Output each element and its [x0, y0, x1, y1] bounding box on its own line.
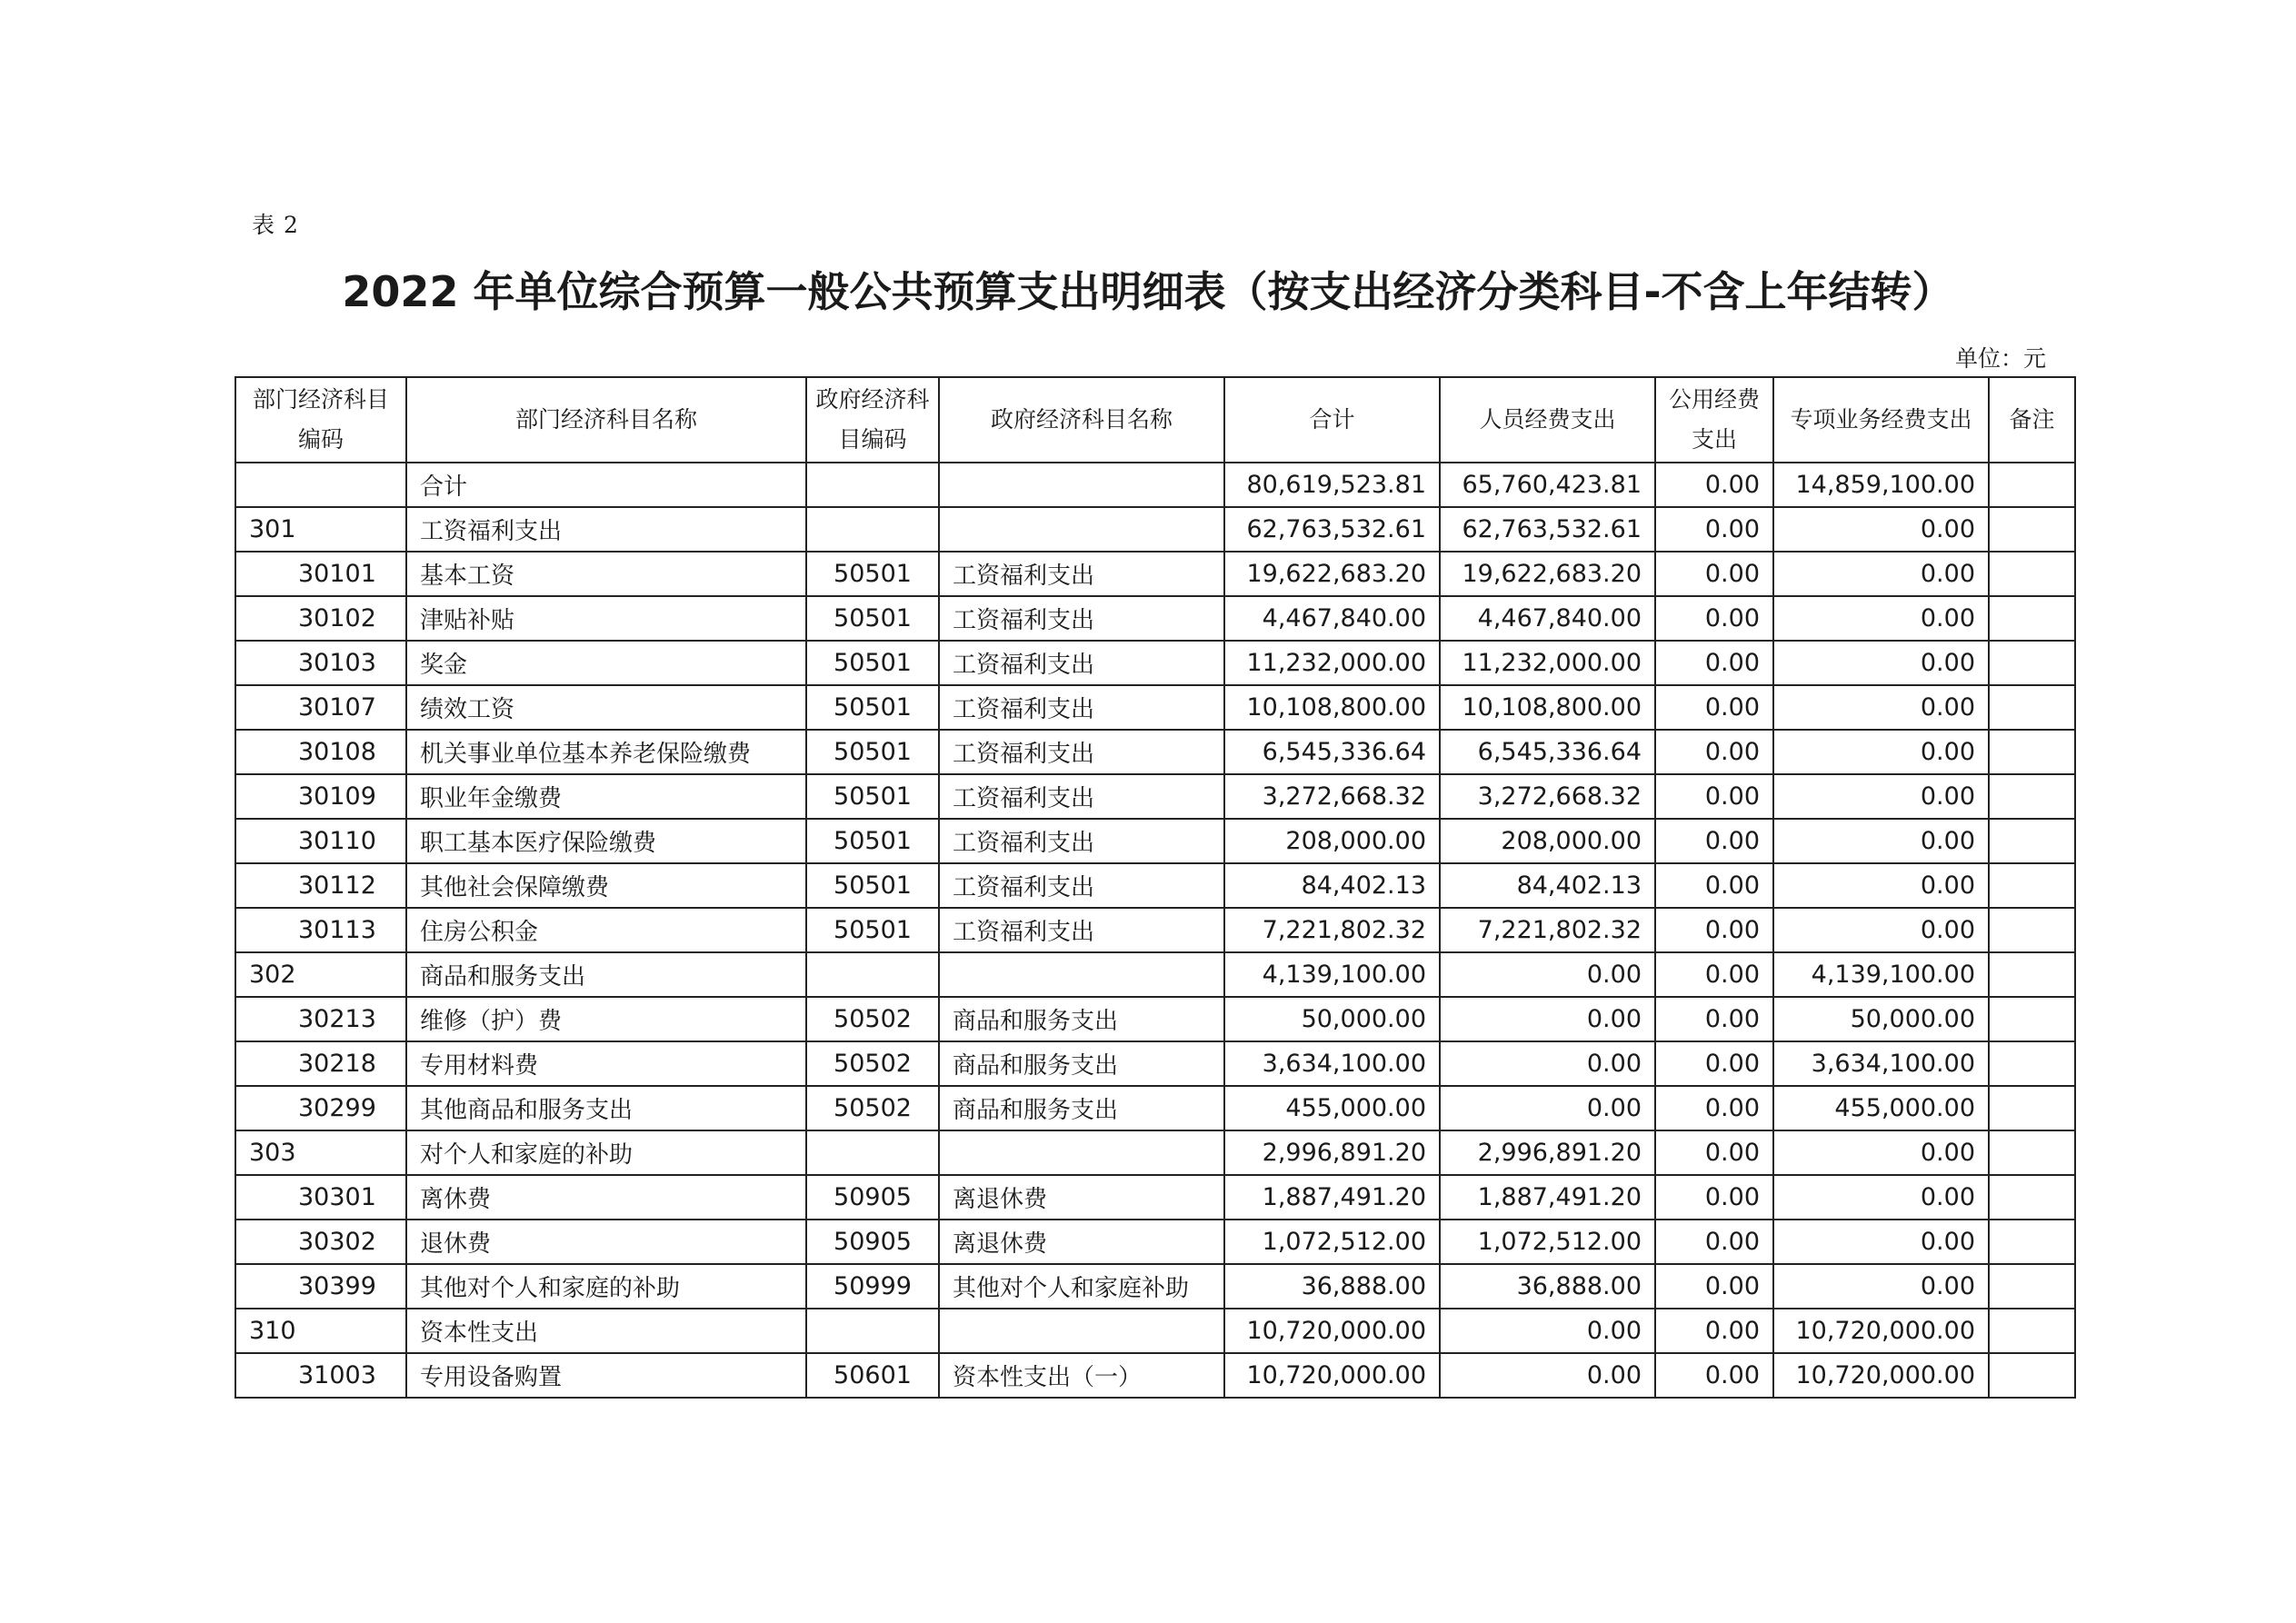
cell-dept-code: 30301 [235, 1175, 406, 1220]
cell-personnel: 11,232,000.00 [1440, 641, 1655, 685]
cell-dept-code: 301 [235, 507, 406, 552]
cell-gov-code: 50501 [806, 596, 939, 641]
cell-gov-code: 50501 [806, 819, 939, 863]
cell-personnel: 0.00 [1440, 1086, 1655, 1130]
cell-gov-code: 50501 [806, 685, 939, 730]
header-special: 专项业务经费支出 [1773, 377, 1989, 463]
cell-remark [1989, 863, 2075, 908]
cell-gov-name: 其他对个人和家庭补助 [939, 1264, 1224, 1309]
cell-gov-code: 50501 [806, 730, 939, 774]
cell-total: 6,545,336.64 [1224, 730, 1440, 774]
cell-gov-code [806, 1130, 939, 1175]
table-row [235, 997, 2075, 1041]
cell-remark [1989, 685, 2075, 730]
cell-dept-code: 30103 [235, 641, 406, 685]
cell-special: 50,000.00 [1773, 997, 1989, 1041]
cell-special: 0.00 [1773, 1130, 1989, 1175]
cell-special: 0.00 [1773, 685, 1989, 730]
cell-gov-name [939, 463, 1224, 507]
cell-gov-name: 工资福利支出 [939, 552, 1224, 596]
cell-personnel: 62,763,532.61 [1440, 507, 1655, 552]
cell-public: 0.00 [1655, 952, 1773, 997]
cell-gov-code: 50502 [806, 997, 939, 1041]
cell-dept-code: 302 [235, 952, 406, 997]
cell-remark [1989, 819, 2075, 863]
cell-total: 1,887,491.20 [1224, 1175, 1440, 1220]
cell-public: 0.00 [1655, 685, 1773, 730]
cell-gov-code: 50905 [806, 1175, 939, 1220]
cell-total: 4,467,840.00 [1224, 596, 1440, 641]
cell-gov-code: 50501 [806, 863, 939, 908]
cell-personnel: 2,996,891.20 [1440, 1130, 1655, 1175]
cell-dept-name: 工资福利支出 [406, 507, 806, 552]
cell-total: 1,072,512.00 [1224, 1220, 1440, 1264]
cell-dept-name: 基本工资 [406, 552, 806, 596]
cell-dept-name: 住房公积金 [406, 908, 806, 952]
cell-gov-name: 离退休费 [939, 1220, 1224, 1264]
cell-public: 0.00 [1655, 1041, 1773, 1086]
table-row [235, 819, 2075, 863]
cell-gov-code: 50501 [806, 908, 939, 952]
table-row [235, 596, 2075, 641]
table-row [235, 1353, 2075, 1398]
cell-dept-name: 其他社会保障缴费 [406, 863, 806, 908]
cell-gov-code: 50601 [806, 1353, 939, 1398]
cell-gov-name: 工资福利支出 [939, 774, 1224, 819]
cell-gov-code: 50905 [806, 1220, 939, 1264]
cell-public: 0.00 [1655, 730, 1773, 774]
cell-remark [1989, 1353, 2075, 1398]
cell-public: 0.00 [1655, 1353, 1773, 1398]
cell-total: 3,272,668.32 [1224, 774, 1440, 819]
cell-total: 4,139,100.00 [1224, 952, 1440, 997]
cell-gov-name: 工资福利支出 [939, 819, 1224, 863]
unit-label: 单位：元 [1954, 345, 2046, 372]
cell-gov-code: 50999 [806, 1264, 939, 1309]
cell-dept-code: 30112 [235, 863, 406, 908]
cell-public: 0.00 [1655, 1220, 1773, 1264]
cell-public: 0.00 [1655, 1175, 1773, 1220]
cell-remark [1989, 1041, 2075, 1086]
cell-gov-name: 工资福利支出 [939, 730, 1224, 774]
header-total: 合计 [1224, 377, 1440, 463]
cell-public: 0.00 [1655, 507, 1773, 552]
cell-gov-name [939, 1130, 1224, 1175]
table-row [235, 1041, 2075, 1086]
cell-dept-code: 30102 [235, 596, 406, 641]
cell-remark [1989, 507, 2075, 552]
cell-gov-code: 50501 [806, 552, 939, 596]
cell-dept-code: 30399 [235, 1264, 406, 1309]
cell-dept-name: 其他商品和服务支出 [406, 1086, 806, 1130]
cell-public: 0.00 [1655, 908, 1773, 952]
cell-dept-code: 310 [235, 1309, 406, 1353]
cell-total: 84,402.13 [1224, 863, 1440, 908]
cell-dept-code: 30218 [235, 1041, 406, 1086]
cell-gov-name: 工资福利支出 [939, 596, 1224, 641]
cell-remark [1989, 641, 2075, 685]
cell-special: 0.00 [1773, 1264, 1989, 1309]
cell-personnel: 84,402.13 [1440, 863, 1655, 908]
table-row [235, 463, 2075, 507]
cell-total: 7,221,802.32 [1224, 908, 1440, 952]
cell-remark [1989, 997, 2075, 1041]
cell-dept-code [235, 463, 406, 507]
cell-special: 0.00 [1773, 730, 1989, 774]
cell-personnel: 0.00 [1440, 1353, 1655, 1398]
cell-remark [1989, 952, 2075, 997]
cell-remark [1989, 1220, 2075, 1264]
header-gov-code: 政府经济科目编码 [806, 377, 939, 463]
header-personnel: 人员经费支出 [1440, 377, 1655, 463]
cell-gov-name: 资本性支出（一） [939, 1353, 1224, 1398]
table-row [235, 1086, 2075, 1130]
cell-dept-code: 30108 [235, 730, 406, 774]
header-row [235, 377, 2075, 463]
header-public: 公用经费支出 [1655, 377, 1773, 463]
cell-public: 0.00 [1655, 819, 1773, 863]
cell-personnel: 1,072,512.00 [1440, 1220, 1655, 1264]
cell-gov-code [806, 463, 939, 507]
cell-public: 0.00 [1655, 1309, 1773, 1353]
cell-dept-code: 30109 [235, 774, 406, 819]
cell-personnel: 0.00 [1440, 952, 1655, 997]
table-row [235, 1220, 2075, 1264]
header-dept-code: 部门经济科目编码 [235, 377, 406, 463]
cell-total: 10,720,000.00 [1224, 1353, 1440, 1398]
table-label: 表 2 [252, 212, 299, 238]
cell-dept-code: 30213 [235, 997, 406, 1041]
cell-dept-code: 30110 [235, 819, 406, 863]
cell-remark [1989, 1175, 2075, 1220]
cell-special: 0.00 [1773, 641, 1989, 685]
header-remark: 备注 [1989, 377, 2075, 463]
cell-gov-name: 商品和服务支出 [939, 1086, 1224, 1130]
cell-dept-name: 机关事业单位基本养老保险缴费 [406, 730, 806, 774]
cell-remark [1989, 1264, 2075, 1309]
cell-dept-name: 对个人和家庭的补助 [406, 1130, 806, 1175]
cell-total: 62,763,532.61 [1224, 507, 1440, 552]
cell-gov-code [806, 1309, 939, 1353]
cell-personnel: 4,467,840.00 [1440, 596, 1655, 641]
cell-gov-name: 商品和服务支出 [939, 1041, 1224, 1086]
header-gov-name: 政府经济科目名称 [939, 377, 1224, 463]
table-row [235, 507, 2075, 552]
cell-dept-name: 职业年金缴费 [406, 774, 806, 819]
table-row [235, 552, 2075, 596]
cell-gov-name [939, 507, 1224, 552]
cell-remark [1989, 1130, 2075, 1175]
cell-public: 0.00 [1655, 863, 1773, 908]
cell-total: 208,000.00 [1224, 819, 1440, 863]
cell-public: 0.00 [1655, 1264, 1773, 1309]
cell-special: 0.00 [1773, 908, 1989, 952]
cell-personnel: 0.00 [1440, 1041, 1655, 1086]
cell-special: 0.00 [1773, 1220, 1989, 1264]
cell-public: 0.00 [1655, 641, 1773, 685]
cell-remark [1989, 908, 2075, 952]
cell-personnel: 6,545,336.64 [1440, 730, 1655, 774]
cell-total: 3,634,100.00 [1224, 1041, 1440, 1086]
cell-special: 455,000.00 [1773, 1086, 1989, 1130]
cell-dept-name: 其他对个人和家庭的补助 [406, 1264, 806, 1309]
cell-special: 10,720,000.00 [1773, 1309, 1989, 1353]
cell-gov-code: 50501 [806, 774, 939, 819]
cell-personnel: 36,888.00 [1440, 1264, 1655, 1309]
cell-personnel: 3,272,668.32 [1440, 774, 1655, 819]
table-row [235, 774, 2075, 819]
cell-public: 0.00 [1655, 997, 1773, 1041]
cell-remark [1989, 730, 2075, 774]
cell-dept-code: 30101 [235, 552, 406, 596]
cell-gov-name: 工资福利支出 [939, 908, 1224, 952]
table-row [235, 1309, 2075, 1353]
cell-total: 36,888.00 [1224, 1264, 1440, 1309]
header-dept-name: 部门经济科目名称 [406, 377, 806, 463]
cell-total: 10,720,000.00 [1224, 1309, 1440, 1353]
cell-personnel: 10,108,800.00 [1440, 685, 1655, 730]
page-title: 2022 年单位综合预算一般公共预算支出明细表（按支出经济分类科目-不含上年结转） [342, 267, 1954, 316]
cell-gov-code [806, 952, 939, 997]
table-row [235, 1264, 2075, 1309]
cell-total: 11,232,000.00 [1224, 641, 1440, 685]
cell-dept-name: 商品和服务支出 [406, 952, 806, 997]
cell-public: 0.00 [1655, 774, 1773, 819]
cell-personnel: 0.00 [1440, 1309, 1655, 1353]
cell-dept-name: 资本性支出 [406, 1309, 806, 1353]
cell-remark [1989, 774, 2075, 819]
cell-total: 2,996,891.20 [1224, 1130, 1440, 1175]
budget-table [235, 376, 2076, 1399]
cell-dept-code: 303 [235, 1130, 406, 1175]
cell-special: 3,634,100.00 [1773, 1041, 1989, 1086]
cell-dept-name: 合计 [406, 463, 806, 507]
cell-special: 0.00 [1773, 552, 1989, 596]
cell-special: 0.00 [1773, 507, 1989, 552]
cell-dept-code: 30302 [235, 1220, 406, 1264]
cell-special: 10,720,000.00 [1773, 1353, 1989, 1398]
cell-dept-name: 退休费 [406, 1220, 806, 1264]
cell-dept-code: 30113 [235, 908, 406, 952]
cell-remark [1989, 1086, 2075, 1130]
cell-total: 50,000.00 [1224, 997, 1440, 1041]
cell-dept-name: 奖金 [406, 641, 806, 685]
cell-personnel: 0.00 [1440, 997, 1655, 1041]
table-row [235, 908, 2075, 952]
cell-public: 0.00 [1655, 1130, 1773, 1175]
table-row [235, 863, 2075, 908]
cell-remark [1989, 463, 2075, 507]
cell-dept-name: 维修（护）费 [406, 997, 806, 1041]
cell-remark [1989, 596, 2075, 641]
cell-public: 0.00 [1655, 463, 1773, 507]
cell-remark [1989, 1309, 2075, 1353]
cell-dept-name: 津贴补贴 [406, 596, 806, 641]
cell-remark [1989, 552, 2075, 596]
cell-gov-name: 商品和服务支出 [939, 997, 1224, 1041]
cell-personnel: 19,622,683.20 [1440, 552, 1655, 596]
cell-special: 0.00 [1773, 819, 1989, 863]
cell-gov-code [806, 507, 939, 552]
cell-dept-name: 绩效工资 [406, 685, 806, 730]
cell-gov-name: 工资福利支出 [939, 685, 1224, 730]
cell-public: 0.00 [1655, 596, 1773, 641]
table-row [235, 730, 2075, 774]
cell-total: 455,000.00 [1224, 1086, 1440, 1130]
cell-special: 4,139,100.00 [1773, 952, 1989, 997]
cell-gov-name: 工资福利支出 [939, 863, 1224, 908]
cell-personnel: 208,000.00 [1440, 819, 1655, 863]
table-row [235, 685, 2075, 730]
cell-total: 19,622,683.20 [1224, 552, 1440, 596]
cell-special: 0.00 [1773, 863, 1989, 908]
cell-total: 10,108,800.00 [1224, 685, 1440, 730]
cell-total: 80,619,523.81 [1224, 463, 1440, 507]
cell-personnel: 7,221,802.32 [1440, 908, 1655, 952]
cell-special: 0.00 [1773, 774, 1989, 819]
cell-dept-name: 专用材料费 [406, 1041, 806, 1086]
cell-gov-code: 50502 [806, 1086, 939, 1130]
cell-dept-name: 职工基本医疗保险缴费 [406, 819, 806, 863]
cell-personnel: 65,760,423.81 [1440, 463, 1655, 507]
cell-dept-name: 离休费 [406, 1175, 806, 1220]
cell-gov-code: 50502 [806, 1041, 939, 1086]
cell-gov-name: 工资福利支出 [939, 641, 1224, 685]
cell-gov-name [939, 952, 1224, 997]
cell-dept-code: 31003 [235, 1353, 406, 1398]
cell-dept-code: 30107 [235, 685, 406, 730]
cell-special: 0.00 [1773, 596, 1989, 641]
table-row [235, 1130, 2075, 1175]
cell-dept-code: 30299 [235, 1086, 406, 1130]
cell-gov-name [939, 1309, 1224, 1353]
cell-public: 0.00 [1655, 552, 1773, 596]
table-body [235, 463, 2075, 1398]
table-row [235, 641, 2075, 685]
cell-personnel: 1,887,491.20 [1440, 1175, 1655, 1220]
cell-gov-name: 离退休费 [939, 1175, 1224, 1220]
table-row [235, 1175, 2075, 1220]
cell-special: 0.00 [1773, 1175, 1989, 1220]
cell-special: 14,859,100.00 [1773, 463, 1989, 507]
cell-public: 0.00 [1655, 1086, 1773, 1130]
cell-dept-name: 专用设备购置 [406, 1353, 806, 1398]
cell-gov-code: 50501 [806, 641, 939, 685]
table-row [235, 952, 2075, 997]
